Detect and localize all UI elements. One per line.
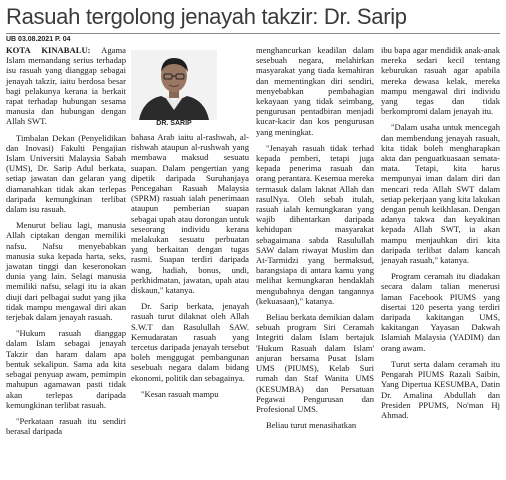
headline-rule — [6, 33, 500, 34]
paragraph: Turut serta dalam ceramah itu Pengarah PIUMS Razali Saibin, Yang Dipertua KESUMBA, Datin Dr. Amalina Abdullah dan Presiden PPUMS, No'man Hj Ahmad. — [381, 358, 500, 420]
headline: Rasuah tergolong jenayah takzir: Dr. Sarip — [6, 4, 407, 29]
dateline: KOTA KINABALU: — [6, 45, 91, 55]
paragraph: Menurut beliau lagi, manusia Allah ciptakan dengan memiliki nafsu. Nafsu menyebabkan manusia suka kepada harta, seks, jawatan tinggi dan keseronokan dunia yang lain. Selagi manusia memiliki nafsu, selagi itu ia akan diuji dari pelbagai sudut yang jika tidak mampu mengawal diri akan terjebak dalam jenayah rasuah. — [6, 220, 126, 323]
portrait-image — [131, 50, 217, 120]
paragraph: "Perkataan rasuah itu sendiri berasal daripada — [6, 415, 126, 437]
paragraph — [6, 45, 126, 127]
paragraph: "Dalam usaha untuk mencegah dan membendung jenayah rasuah, kita tidak boleh mengharapkan akta dan penguatkuasaan semata-mata. Tetapi, kita harus mempunyai iman dalam diri dan mencari reda Allah SWT dalam setiap pekerjaan yang kita lakukan dengan penuh keikhlasan. Dengan adanya takwa dan keyakinan kepada Allah SWT, ia akan mampu menjauhkan diri kita daripada terlibat dalam kancah jenayah rasuah," katanya. — [381, 122, 500, 266]
article-column-2 — [131, 132, 249, 399]
article-column-1 — [6, 45, 126, 436]
date-stamp: UB 03.08.2021 P. 04 — [6, 36, 71, 43]
photo-caption: DR. SARIP — [156, 120, 192, 127]
paragraph: Beliau berkata demikian dalam sebuah program Siri Ceramah Integriti dalam Islam bertajuk 'Hukum Rasuah dalam Islam' anjuran bersama Pusat Islam UMS (PIUMS), Kelab Suri rumah dan Staf Wanita UMS (KESUMBA) dan Persatuan Pegawai Pengurusan dan Profesional UMS. — [256, 312, 374, 414]
paragraph: ibu bapa agar mendidik anak-anak mereka sedari kecil tentang keburukan rasuah agar apabila mereka dewasa kelak, mereka mampu mengawal diri individu yang tegas dan tidak berkompromi dalam jenayah itu. — [381, 45, 500, 117]
paragraph-text: Agama Islam memandang serius terhadap isu rasuah yang dianggap sebagai jenayah takzir, iaitu berdosa besar bagi pelakunya kerana ia berkait rapat terhadap hubungan sesama manusia dan hubungan dengan Allah SWT. — [6, 45, 126, 127]
paragraph: menghancurkan keadilan dalam sesebuah negara, melahirkan masyarakat yang tiada kemahiran dan mementingkan diri sendiri, menyebabkan pembahagian kekayaan yang tidak seimbang, pengurusan pentadbiran menjadi kucar-kacir dan kos pengurusan yang meningkat. — [256, 45, 374, 137]
paragraph: bahasa Arab iaitu al-rashwah, al-rishwah ataupun al-rushwah yang membawa maksud sesuatu suapan. Dalam pengertian yang dipetik daripada Suruhanjaya Pencegahan Rasuah Malaysia (SPRM) rasuah ialah penerimaan ataupun pemberian suapan sebagai upah atau dorongan untuk seseorang individu kerana melakukan sesuatu perbuatan yang berkaitan dengan tugas rasmi. Suapan terdiri daripada wang, hadiah, bonus, undi, perkhidmatan, jawatan, upah atau diskaun," katanya. — [131, 132, 249, 296]
paragraph: Dr. Sarip berkata, jenayah rasuah turut dilaknat oleh Allah S.W.T dan Rasulullah SAW. Kemudaratan rasuah yang tercetus daripada jenayah tersebut boleh menggugat pembangunan sesebuah negara dalam bidang ekonomi, politik dan sebagainya. — [131, 301, 249, 383]
article-column-4 — [381, 45, 500, 420]
article-column-3 — [256, 45, 374, 430]
paragraph: Program ceramah itu diadakan secara dalam talian menerusi laman Facebook PIUMS yang disertai 120 peserta yang terdiri daripada kakitangan UMS, kakitangan Yayasan Dakwah Islamiah Malaysia (YADIM) dan orang awam. — [381, 271, 500, 353]
paragraph: Beliau turut menasihatkan — [266, 420, 357, 431]
paragraph: "Jenayah rasuah tidak terhad kepada pemberi, tetapi juga kepada penerima rasuah dan orang perantara. Kesemua mereka termasuk dalam laknat Allah dan rasulNya. Oleh sebab itulah, rasuah ialah kemungkaran yang wajib dihentarkan daripada kehidupan masyarakat sebagaimana sabda Rasulullah SAW dalam riwayat Muslim dan At-Tarmidzi yang bermaksud, barangsiapa di antara kamu yang melihat kemungkaran hendaklah mengubahnya dengan tangannya (kekuasaan)," katanya. — [256, 142, 374, 306]
paragraph: Timbalan Dekan (Penyelidikan dan Inovasi) Fakulti Pengajian Islam Universiti Malaysia Sabah (UMS), Dr. Sarip Adul berkata, setiap jawatan dan gelaran yang diamanahkan tidak akan terlepas daripada kemungkinan terlibat dalam isu rasuah. — [6, 132, 126, 215]
portrait-photo — [131, 50, 217, 120]
paragraph: "Hukum rasuah dianggap dalam Islam sebagai jenayah Takzir dan haram dalam apa bentuk sekalipun. Sama ada kita sebagai penyuap awam, pemimpin mahupun agamawan pasti tidak akan terlepas daripada kemungkinan terlibat rasuah. — [6, 328, 126, 410]
paragraph: "Kesan rasuah mampu — [141, 388, 219, 399]
